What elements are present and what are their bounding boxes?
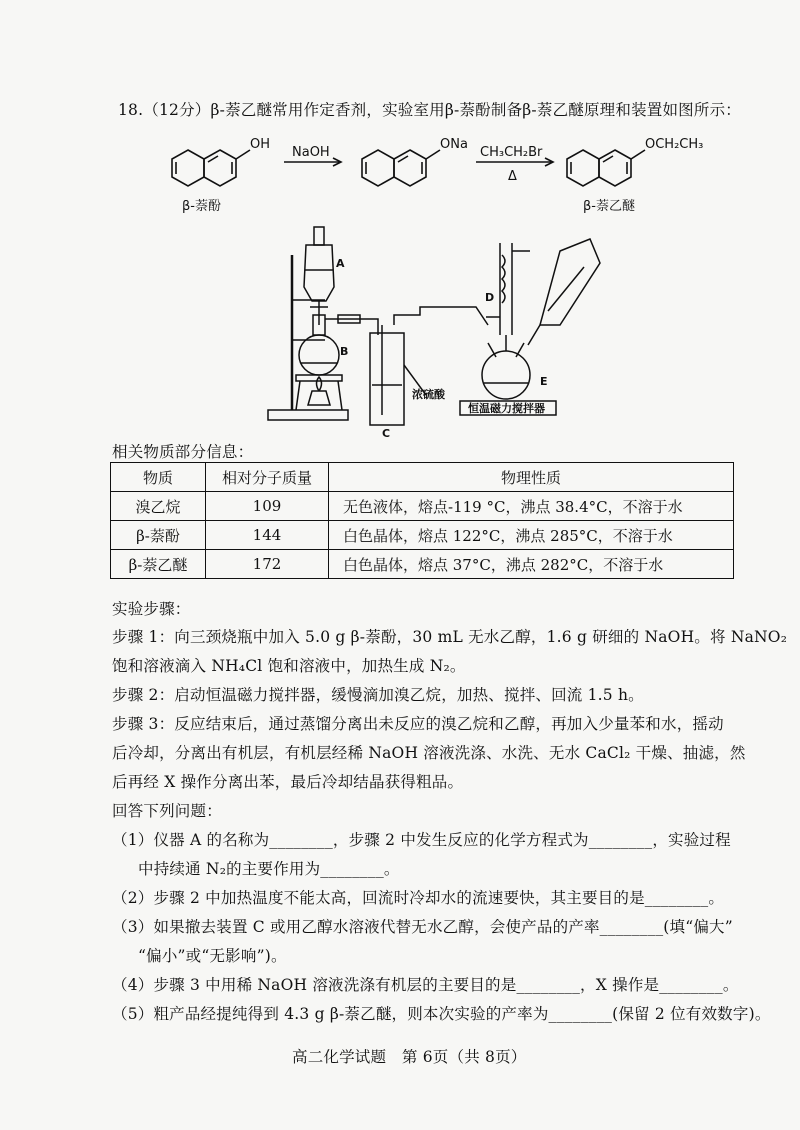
beta-naphthol-structure: [172, 150, 250, 186]
table-cell: 无色液体，熔点-119 °C，沸点 38.4°C，不溶于水: [329, 492, 734, 521]
table-header: 物质: [111, 463, 206, 492]
steps-heading: 实验步骤：: [112, 600, 191, 618]
sodium-naphthoxide-structure: [362, 150, 440, 186]
step3-line2: 后冷却，分离出有机层，有机层经稀 NaOH 溶液洗涤、水洗、无水 CaCl₂ 干燥、抽滤，然: [112, 744, 746, 762]
question-1-line1: （1）仪器 A 的名称为________，步骤 2 中发生反应的化学方程式为________，实验过程: [112, 831, 731, 849]
table-row: [111, 521, 734, 550]
questions-heading: 回答下列问题：: [112, 802, 222, 820]
table-caption: 相关物质部分信息：: [112, 443, 254, 461]
reagent-ethyl-bromide: CH₃CH₂Br: [480, 145, 543, 160]
label-A: A: [336, 257, 345, 270]
properties-table: [110, 462, 734, 579]
step3-line3: 后再经 X 操作分离出苯，最后冷却结晶获得粗品。: [112, 773, 464, 791]
reagent-naoh: NaOH: [292, 145, 330, 160]
oh-group-label: OH: [250, 137, 271, 152]
table-cell: β-萘乙醚: [111, 550, 206, 579]
beta-naphthyl-ether-name: β-萘乙醚: [583, 199, 635, 214]
stirrer-label: 恒温磁力搅拌器: [468, 402, 545, 415]
apparatus-diagram: [0, 215, 800, 445]
table-cell: 溴乙烷: [111, 492, 206, 521]
page-footer: 高二化学试题 第 6页（共 8页）: [292, 1048, 527, 1066]
beta-naphthol-name: β-萘酚: [182, 199, 221, 214]
constant-pressure-funnel: [528, 239, 600, 345]
table-header: 物理性质: [329, 463, 734, 492]
question-4: （4）步骤 3 中用稀 NaOH 溶液洗涤有机层的主要目的是________，X 操作是________。: [112, 976, 739, 994]
table-cell: 白色晶体，熔点 122°C，沸点 285°C，不溶于水: [329, 521, 734, 550]
question-1-line2: 中持续通 N₂的主要作用为________。: [138, 860, 400, 878]
step1-line2: 饱和溶液滴入 NH₄Cl 饱和溶液中，加热生成 N₂。: [112, 657, 466, 675]
table-cell: β-萘酚: [111, 521, 206, 550]
step3-line1: 步骤 3：反应结束后，通过蒸馏分离出未反应的溴乙烷和乙醇，再加入少量苯和水，摇动: [112, 715, 724, 733]
table-header-row: [111, 463, 734, 492]
acid-label: 浓硫酸: [412, 388, 445, 401]
table-header: 相对分子质量: [206, 463, 329, 492]
label-D: D: [485, 291, 495, 304]
table-cell: 白色晶体，熔点 37°C，沸点 282°C，不溶于水: [329, 550, 734, 579]
question-2: （2）步骤 2 中加热温度不能太高，回流时冷却水的流速要快，其主要目的是________。: [112, 889, 725, 907]
label-B: B: [340, 345, 349, 358]
table-cell: 172: [206, 550, 329, 579]
table-row: [111, 492, 734, 521]
label-E: E: [540, 375, 548, 388]
separatory-funnel-A: [304, 227, 334, 325]
step1-line1: 步骤 1：向三颈烧瓶中加入 5.0 g β-萘酚，30 mL 无水乙醇，1.6 g 研细的 NaOH。将 NaNO₂: [112, 628, 788, 646]
question-5: （5）粗产品经提纯得到 4.3 g β-萘乙醚，则本次实验的产率为________(保留 2 位有效数字)。: [112, 1005, 771, 1023]
table-cell: 109: [206, 492, 329, 521]
reaction-scheme: [0, 120, 800, 230]
question-3-line1: （3）如果撤去装置 C 或用乙醇水溶液代替无水乙醇，会使产品的产率________(填“偏大”: [112, 918, 733, 936]
table-row: [111, 550, 734, 579]
table-cell: 144: [206, 521, 329, 550]
heat-condition: Δ: [508, 169, 517, 184]
ona-group-label: ONa: [440, 137, 468, 152]
question-3-line2: “偏小”或“无影响”)。: [138, 947, 287, 965]
reflux-condenser-D: [486, 243, 530, 335]
question-title: 18.（12分）β-萘乙醚常用作定香剂，实验室用β-萘酚制备β-萘乙醚原理和装置如图所示：: [118, 101, 741, 119]
label-C: C: [382, 427, 391, 440]
step2: 步骤 2：启动恒温磁力搅拌器，缓慢滴加溴乙烷，加热、搅拌、回流 1.5 h。: [112, 686, 644, 704]
beta-naphthyl-ethyl-ether-structure: [567, 150, 645, 186]
och2ch3-group-label: OCH₂CH₃: [645, 137, 704, 152]
